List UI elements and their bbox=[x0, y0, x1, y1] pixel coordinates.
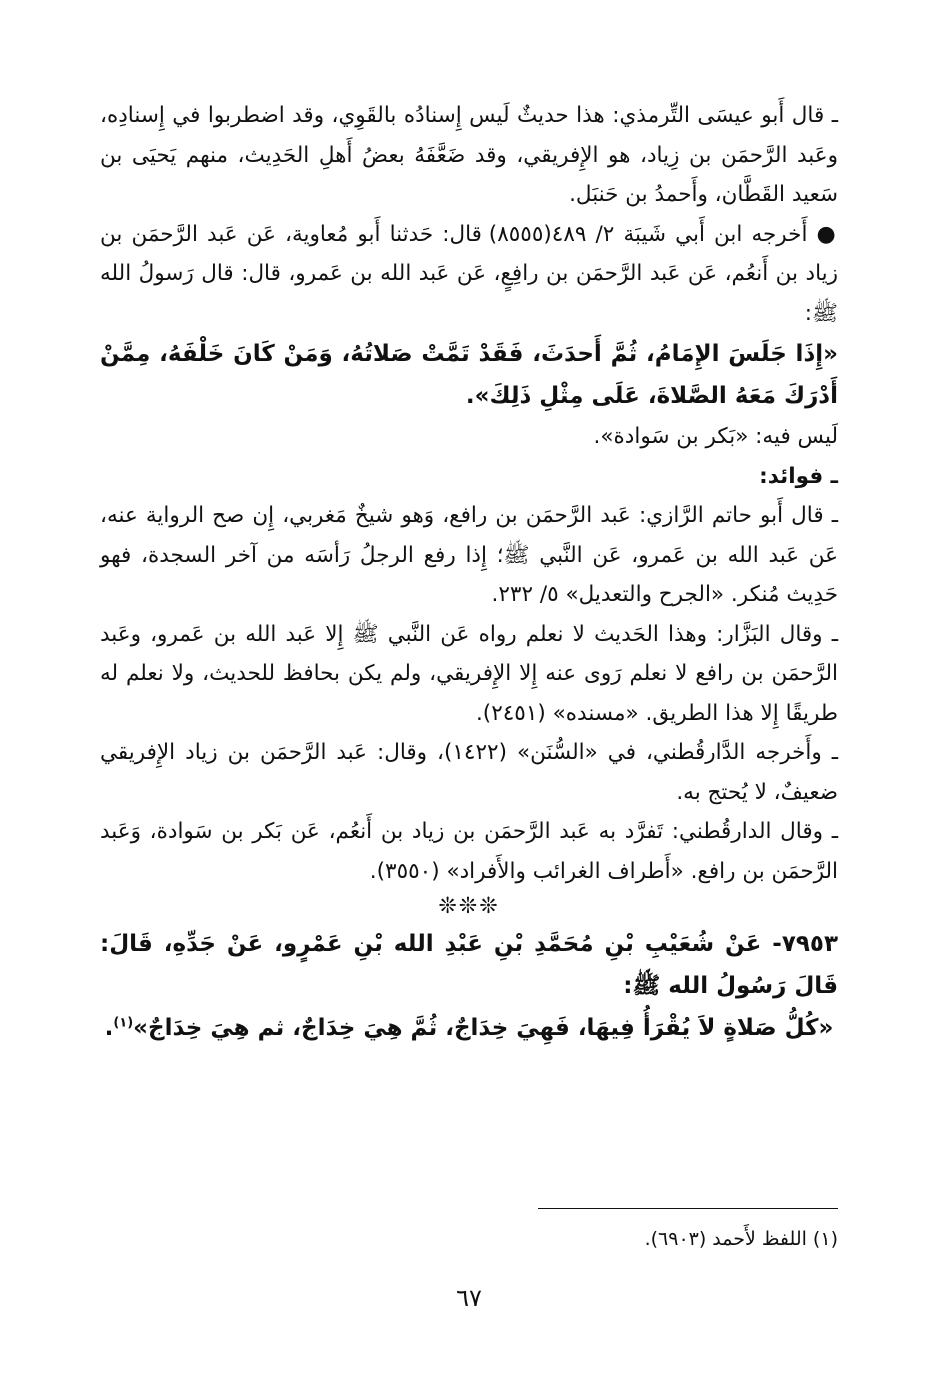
hadith-matn: «كُلُّ صَلاةٍ لاَ يُقْرَأُ فِيهَا، فَهِيَ خِدَاجٌ، ثُمَّ هِيَ خِدَاجٌ، ثم هِيَ خِدَاجٌ» bbox=[133, 1015, 834, 1041]
bullet-icon: ● bbox=[816, 221, 839, 247]
footnote-separator bbox=[538, 1208, 838, 1209]
document-page bbox=[100, 96, 838, 1366]
benefits-heading: ـ فوائد: bbox=[759, 463, 838, 489]
bazzar-paragraph: ـ وقال البَزَّار: وهذا الحَديث لا نعلم رواه عَن النَّبي ﷺ إِلا عَبد الله بن عَمرو، وعَبد الرَّحمَن بن رافع لا نعلم رَوى عنه إِلا الإِفريقي، ولم يكن بحافظ للحديث، ولا نعلم له طريقًا إِلا هذا الطريق. «مسنده» (٢٤٥١). bbox=[100, 621, 838, 726]
ibn-abi-shaybah-paragraph bbox=[100, 215, 838, 334]
page-number: ٦٧ bbox=[456, 1284, 482, 1312]
daraqutni-atraf-paragraph: ـ وقال الدارقُطني: تَفرَّد به عَبد الرَّحمَن بن زياد بن أَنعُم، عَن بَكر بن سَوادة، وَعَبد الرَّحمَن بن رافع. «أَطراف الغرائب والأَفراد» (٣٥٥٠). bbox=[100, 819, 838, 884]
hadith-7953-isnad: ٧٩٥٣- عَنْ شُعَيْبِ بْنِ مُحَمَّدِ بْنِ عَبْدِ الله بْنِ عَمْرٍو، عَنْ جَدِّهِ، قَالَ: قَالَ رَسُولُ الله ﷺ: bbox=[100, 931, 838, 999]
footnote-1: (١) اللفظ لأَحمد (٦٩٠٣). bbox=[644, 1228, 838, 1250]
hadith-text-imam: «إِذَا جَلَسَ الإِمَامُ، ثُمَّ أَحدَثَ، فَقَدْ تَمَّتْ صَلاتُهُ، وَمَنْ كَانَ خَلْفَهُ، مِمَّنْ أَدْرَكَ مَعَهُ الصَّلاةَ، عَلَى مِثْلِ ذَلِكَ». bbox=[100, 341, 838, 409]
abu-hatim-paragraph: ـ قال أَبو حاتم الرَّازي: عَبد الرَّحمَن بن رافع، وَهو شيخٌ مَغربي، إِن صح الرواية عنه، عَن عَبد الله بن عَمرو، عَن النَّبي ﷺ؛ إِذا رفع الرجلُ رَأسَه من آخر السجدة، فهو حَدِيث مُنكر. «الجرح والتعديل» ٥/ ٢٣٢. bbox=[100, 503, 838, 607]
tirmidhi-commentary-paragraph: ـ قال أَبو عيسَى التِّرمذي: هذا حديثٌ لَيس إِسنادُه بالقَوِي، وقد اضطربوا في إِسنادِه، وعَبد الرَّحمَن بن زِياد، هو الإِفريقي، وقد ضَعَّفَهُ بعضُ أَهلِ الحَدِيث، منهم يَحيَى بن سَعيد القَطَّان، وأَحمدُ بن حَنبَل. bbox=[100, 103, 838, 207]
daraqutni-sunan-paragraph: ـ وأَخرجه الدَّارقُطني، في «السُّنَن» (١٤٢٢)، وقال: عَبد الرَّحمَن بن زياد الإِفريقي ضعيفٌ، لا يُحتج به. bbox=[100, 740, 838, 805]
hadith-tail: . bbox=[104, 1015, 114, 1041]
hadith-7953-text bbox=[100, 1007, 838, 1049]
footnote-reference: (١) bbox=[113, 1015, 134, 1031]
paragraph-text: أَخرجه ابن أَبي شَيبَة ٢/ ٤٨٩(٨٥٥٥) قال: حَدثنا أَبو مُعاوية، عَن عَبد الرَّحمَن بن زياد بن أَنعُم، عَن عَبد الرَّحمَن بن رافِعٍ، عَن عَبد الله بن عَمرو، قال: قال رَسولُ الله ﷺ: bbox=[100, 221, 838, 326]
section-divider-stars: ❊❊❊ bbox=[438, 894, 500, 919]
note-not-included: لَيس فيه: «بَكر بن سَوادة». bbox=[593, 424, 838, 449]
